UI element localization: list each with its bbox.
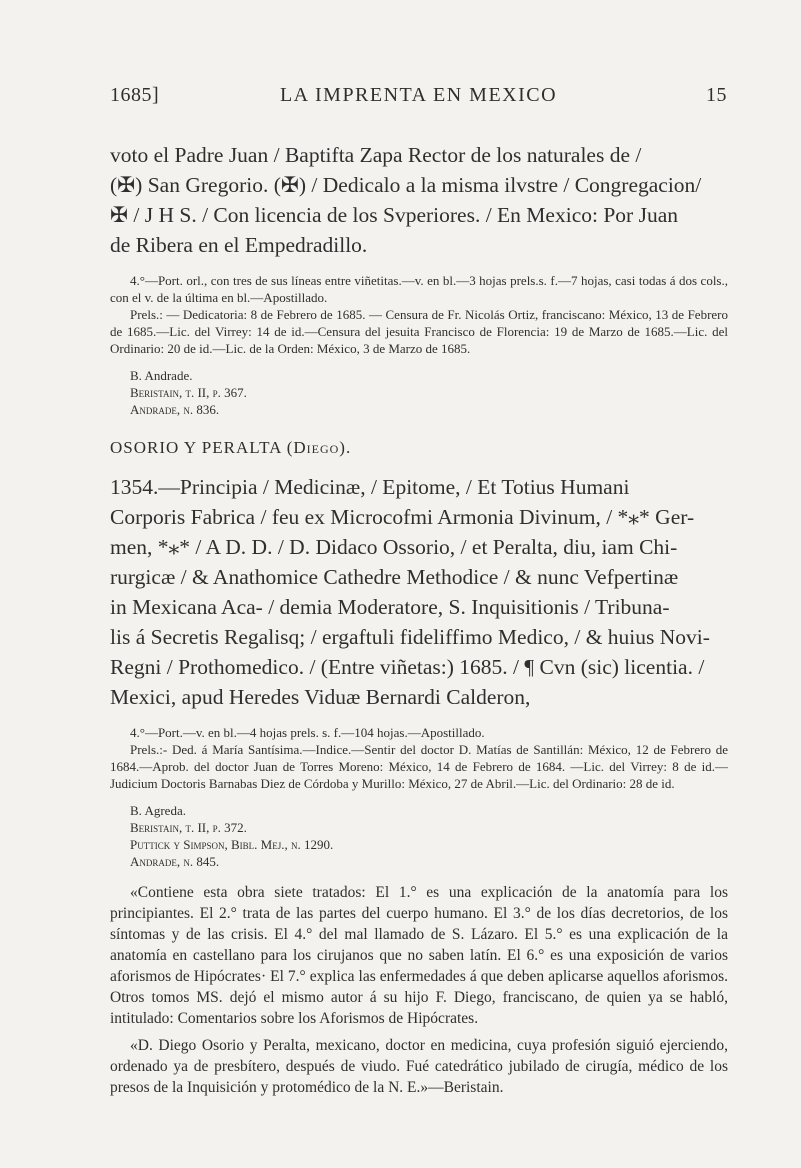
title-line: Mexici, apud Heredes Viduæ Bernardi Calderon, (110, 685, 531, 709)
preliminaries: Prels.:- Ded. á María Santísima.—Indice.—Sentir del doctor D. Matías de Santillán: México, 12 de Febrero de 1684.—Aprob. del doctor Juan de Torres Moreno: México, 14 de Febrero de 1684. —Lic. del Virrey: 8 de id.—Judicium Doctoris Barnabas Diez de Córdoba y Murillo: México, 27 de Abril.—Lic. del Ordinario: 28 de id. (110, 742, 728, 791)
title-line: lis á Secretis Regalisq; / ergaftuli fideliffimo Medico, / & huius Novi- (110, 625, 710, 649)
header-year: 1685] (110, 84, 160, 106)
physical-description: 4.°—Port. orl., con tres de sus líneas entre viñetitas.—v. en bl.—3 hojas prels.s. f.—7 hojas, casi todas á dos cols., con el v. de la última en bl.—Apostillado. (110, 273, 728, 305)
title-line: Corporis Fabrica / feu ex Microcofmi Armonia Divinum, / *⁎* Ger- (110, 505, 695, 529)
header-title: LA IMPRENTA EN MEXICO (279, 84, 558, 106)
reference: Andrade, n. 845. (130, 854, 220, 869)
title-line: 1354.—Principia / Medicinæ, / Epitome, / Et Totius Humani (110, 475, 630, 499)
reference: B. Andrade. (130, 368, 193, 383)
title-line: (✠) San Gregorio. (✠) / Dedicalo a la misma ilvstre / Congregacion/ (110, 173, 702, 197)
author-name: OSORIO Y PERALTA (110, 438, 282, 457)
title-line: men, *⁎* / A D. D. / D. Didaco Ossorio, / et Peralta, diu, iam Chi- (110, 535, 678, 559)
reference: Andrade, n. 836. (130, 402, 220, 417)
previous-entry-title (110, 140, 728, 260)
quoted-note: «D. Diego Osorio y Peralta, mexicano, doctor en medicina, cuya profesión siguió ejerciendo, ordenado ya de presbítero, después de viudo. Fué catedrático jubilado de cirugía, médico de los presos de la Inquisición y protomédico de la N. E.»—Beristain. (110, 1037, 728, 1096)
reference: Beristain, t. II, p. 367. (130, 385, 247, 400)
reference: B. Agreda. (130, 803, 186, 818)
title-line: voto el Padre Juan / Baptifta Zapa Rector de los naturales de / (110, 143, 642, 167)
title-line: Regni / Prothomedico. / (Entre viñetas:) 1685. / ¶ Cvn (sic) licentia. / (110, 655, 705, 679)
preliminaries: Prels.: — Dedicatoria: 8 de Febrero de 1685. — Censura de Fr. Nicolás Ortiz, franciscano: México, 13 de Febrero de 1685.—Lic. del Virrey: 14 de id.—Censura del jesuita Francisco de Florencia: 19 de Marzo de 1685.—Lic. del Ordinario: 20 de id.—Lic. de la Orden: México, 3 de Marzo de 1685. (110, 307, 728, 356)
physical-description: 4.°—Port.—v. en bl.—4 hojas prels. s. f.—104 hojas.—Apostillado. (130, 725, 485, 740)
author-heading (110, 438, 728, 458)
page-body (110, 140, 728, 1098)
title-line: rurgicæ / & Anathomice Cathedre Methodice / & nunc Vefpertinæ (110, 565, 679, 589)
page-number: 15 (706, 84, 727, 106)
title-line: ✠ / J H S. / Con licencia de los Svperiores. / En Mexico: Por Juan (110, 203, 678, 227)
reference: Beristain, t. II, p. 372. (130, 820, 247, 835)
entry-title (110, 472, 728, 712)
reference: Puttick y Simpson, Bibl. Mej., n. 1290. (130, 837, 334, 852)
quoted-note: «Contiene esta obra siete tratados: El 1.° es una explicación de la anatomía para los principiantes. El 2.° trata de las partes del cuerpo humano. El 3.° de los días decretorios, de los síntomas y de las crisis. El 4.° del mal llamado de S. Lázaro. El 5.° es una explicación de la anatomía en castellano para los cirujanos que no saben latín. El 6.° es una exposición de varios aforismos de Hipócrates· El 7.° explica las enfermedades á que deben aplicarse aquellos aforismos. Otros tomos MS. dejó el mismo autor á su hijo F. Diego, franciscano, de quien ya se habló, intitulado: Comentarios sobre los Aforismos de Hipócrates. (110, 884, 728, 1027)
title-line: de Ribera en el Empedradillo. (110, 233, 368, 257)
author-forename: (Diego). (286, 438, 352, 457)
title-line: in Mexicana Aca- / demia Moderatore, S. Inquisitionis / Tribuna- (110, 595, 670, 619)
